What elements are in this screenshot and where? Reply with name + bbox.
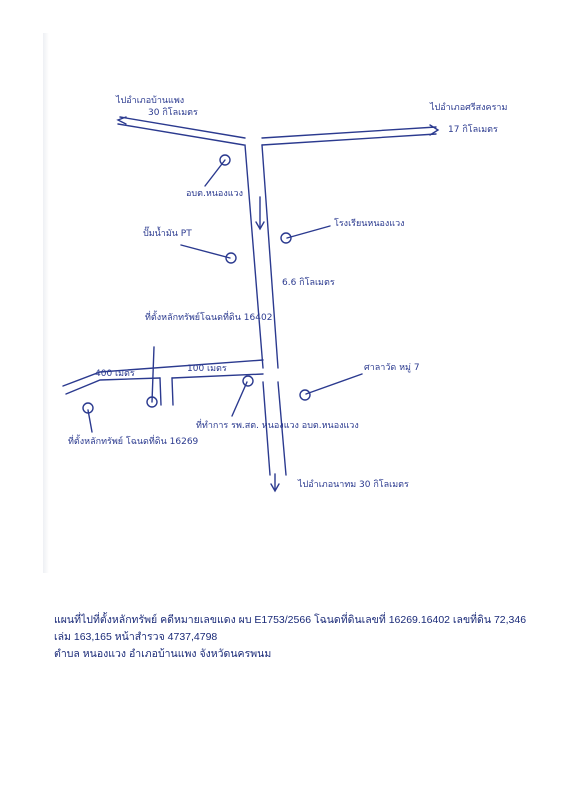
road-main-left-edge-upper	[245, 145, 263, 368]
label-distance-main: 6.6 กิโลเมตร	[282, 278, 335, 288]
pointer-petrol	[181, 245, 230, 258]
road-main-right-edge-upper	[262, 145, 278, 368]
label-to-right-top: ไปอำเภอศรีสงคราม	[430, 103, 508, 113]
label-to-bottom: ไปอำเภอนาทม 30 กิโลเมตร	[298, 480, 409, 490]
pointer-property	[152, 347, 154, 402]
pointer-school	[287, 226, 330, 238]
arrow-top-left-head	[118, 117, 126, 124]
label-school: โรงเรียนหนองแวง	[334, 219, 405, 229]
label-dist-side-road: 100 เมตร	[187, 364, 227, 374]
pointer-temple	[306, 374, 362, 394]
label-dist-left-road: 400 เมตร	[95, 369, 135, 379]
label-to-ban-kham: ไปอำเภอบ้านแพง	[116, 96, 185, 106]
caption-line-2: เล่ม 163,165 หน้าสำรวจ 4737,4798	[54, 631, 218, 643]
caption-line-1: แผนที่ไปที่ตั้งหลักทรัพย์ คดีหมายเลขแดง ผบ E1753/2566 โฉนดที่ดินเลขที่ 16269.16402 เลขที่ดิน 72,346	[54, 614, 527, 626]
marker-health	[243, 376, 253, 386]
label-dist-right-top: 17 กิโลเมตร	[448, 125, 498, 135]
marker-temple	[300, 390, 310, 400]
side-road-right	[172, 378, 173, 405]
road-left-branch-upper	[63, 360, 263, 386]
label-dist-left-top: 30 กิโลเมตร	[148, 108, 198, 118]
road-left-branch-lower-a	[66, 378, 160, 394]
label-property-bottom: ที่ตั้งหลักทรัพย์ โฉนดที่ดิน 16269	[68, 437, 199, 447]
label-petrol: ปั๊มน้ำมัน PT	[143, 229, 192, 239]
map-caption	[54, 612, 534, 663]
label-property: ที่ตั้งหลักทรัพย์โฉนดที่ดิน 16402	[145, 313, 273, 323]
side-road-left	[160, 378, 161, 405]
caption-line-3: ตำบล หนองแวง อำเภอบ้านแพง จังหวัดนครพนม	[54, 648, 272, 660]
label-temple: ศาลาวัด หมู่ 7	[364, 363, 420, 373]
pointer-health	[232, 382, 247, 416]
label-obt: อบต.หนองแวง	[186, 189, 243, 199]
label-health: ที่ทำการ รพ.สต. หนองแวง อบต.หนองแวง	[196, 421, 359, 431]
